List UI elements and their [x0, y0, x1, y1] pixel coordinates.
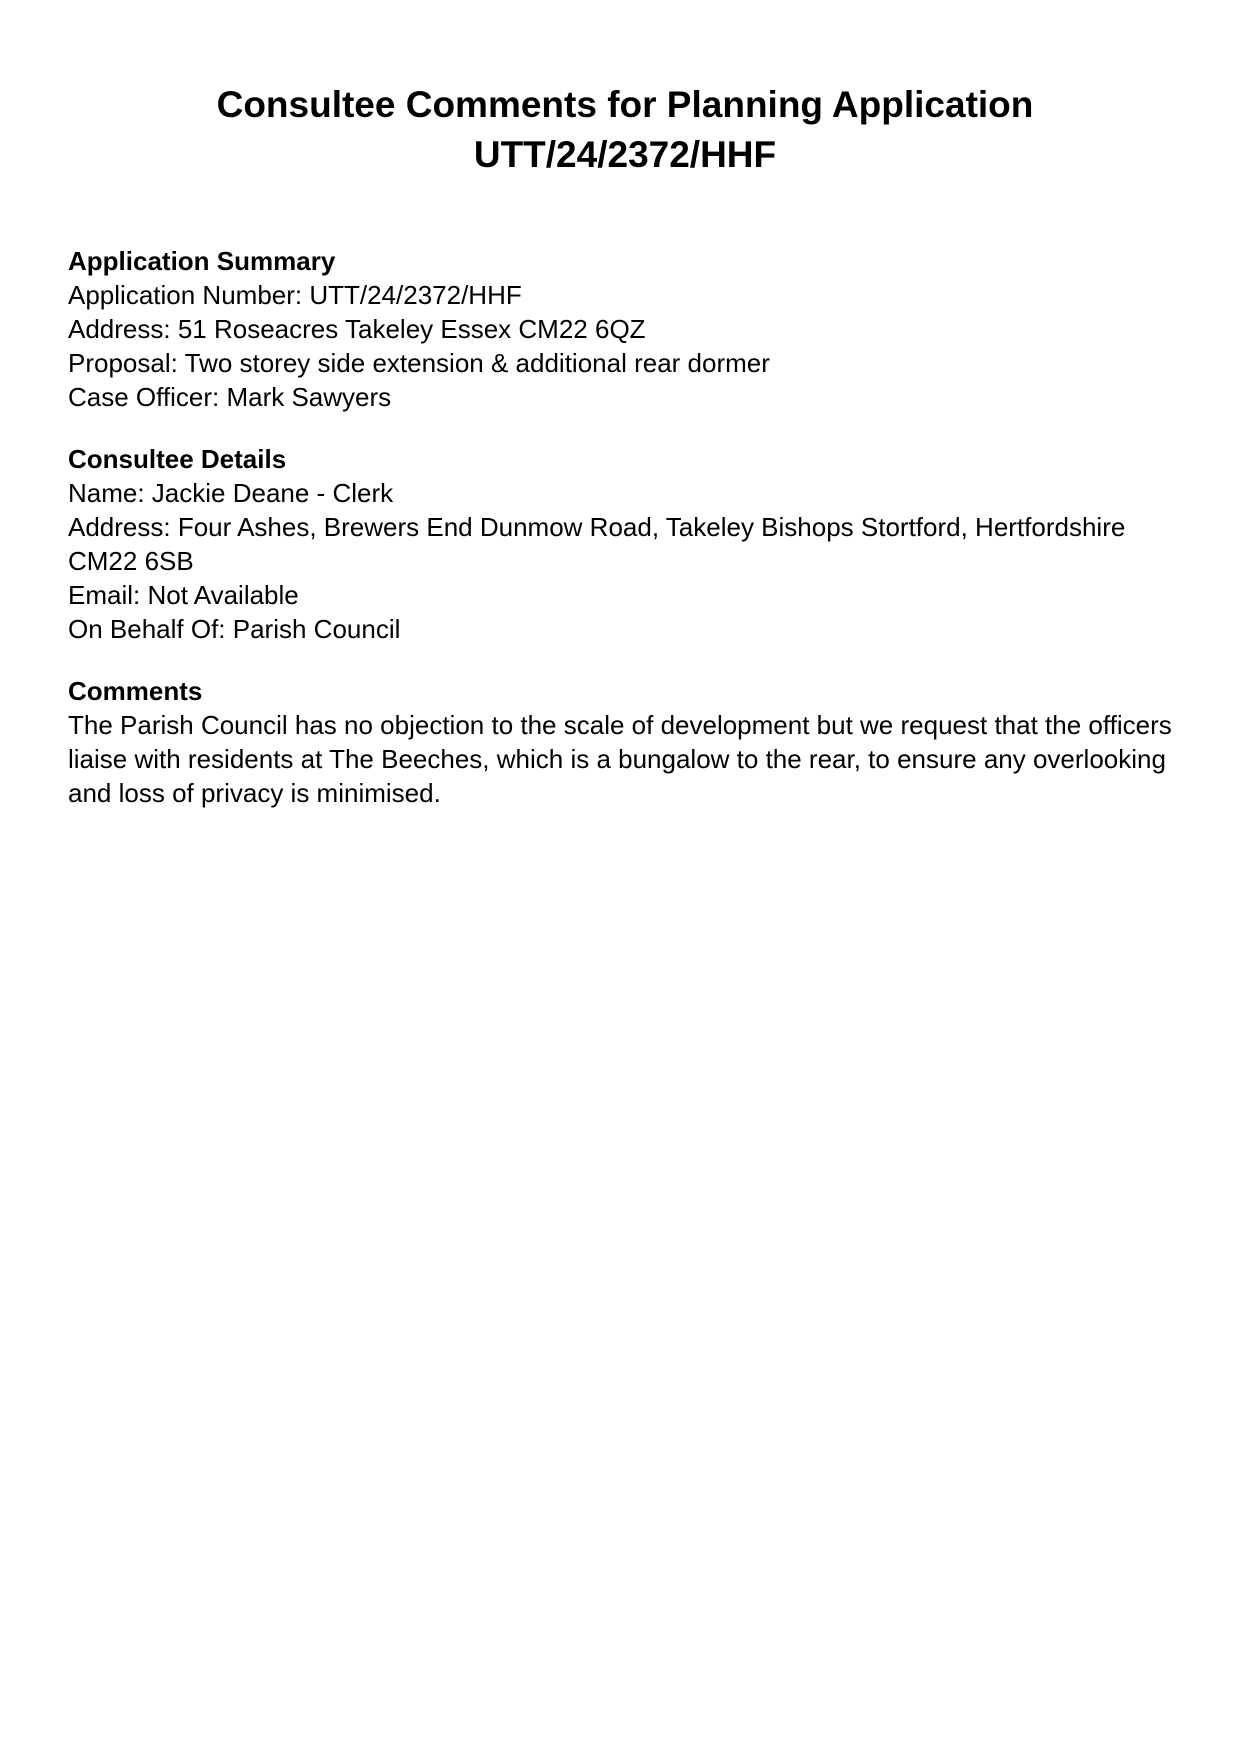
consultee-name-line: Name: Jackie Deane - Clerk [68, 478, 394, 508]
application-summary-heading: Application Summary [68, 246, 336, 276]
application-proposal-line: Proposal: Two storey side extension & additional rear dormer [68, 348, 770, 378]
application-address-line: Address: 51 Roseacres Takeley Essex CM22 6QZ [68, 314, 646, 344]
application-case-officer-line: Case Officer: Mark Sawyers [68, 382, 392, 412]
section-comments [68, 674, 1182, 810]
page-title-line-2: UTT/24/2372/HHF [473, 134, 777, 175]
consultee-address-line: Address: Four Ashes, Brewers End Dunmow Road, Takeley Bishops Stortford, Hertfordshire CM22 6SB [68, 512, 1126, 576]
consultee-on-behalf-of-line: On Behalf Of: Parish Council [68, 614, 401, 644]
page-title-line-1: Consultee Comments for Planning Application [216, 84, 1034, 125]
application-number-line: Application Number: UTT/24/2372/HHF [68, 280, 522, 310]
comments-heading: Comments [68, 676, 203, 706]
consultee-email-line: Email: Not Available [68, 580, 299, 610]
section-consultee-details [68, 442, 1182, 646]
page-title [68, 80, 1182, 180]
comments-paragraph: The Parish Council has no objection to the scale of development but we request that the officers liaise with residents at The Beeches, which is a bungalow to the rear, to ensure any overlooking and loss of privacy is minimised. [68, 710, 1172, 808]
section-application-summary [68, 244, 1182, 414]
consultee-details-heading: Consultee Details [68, 444, 287, 474]
